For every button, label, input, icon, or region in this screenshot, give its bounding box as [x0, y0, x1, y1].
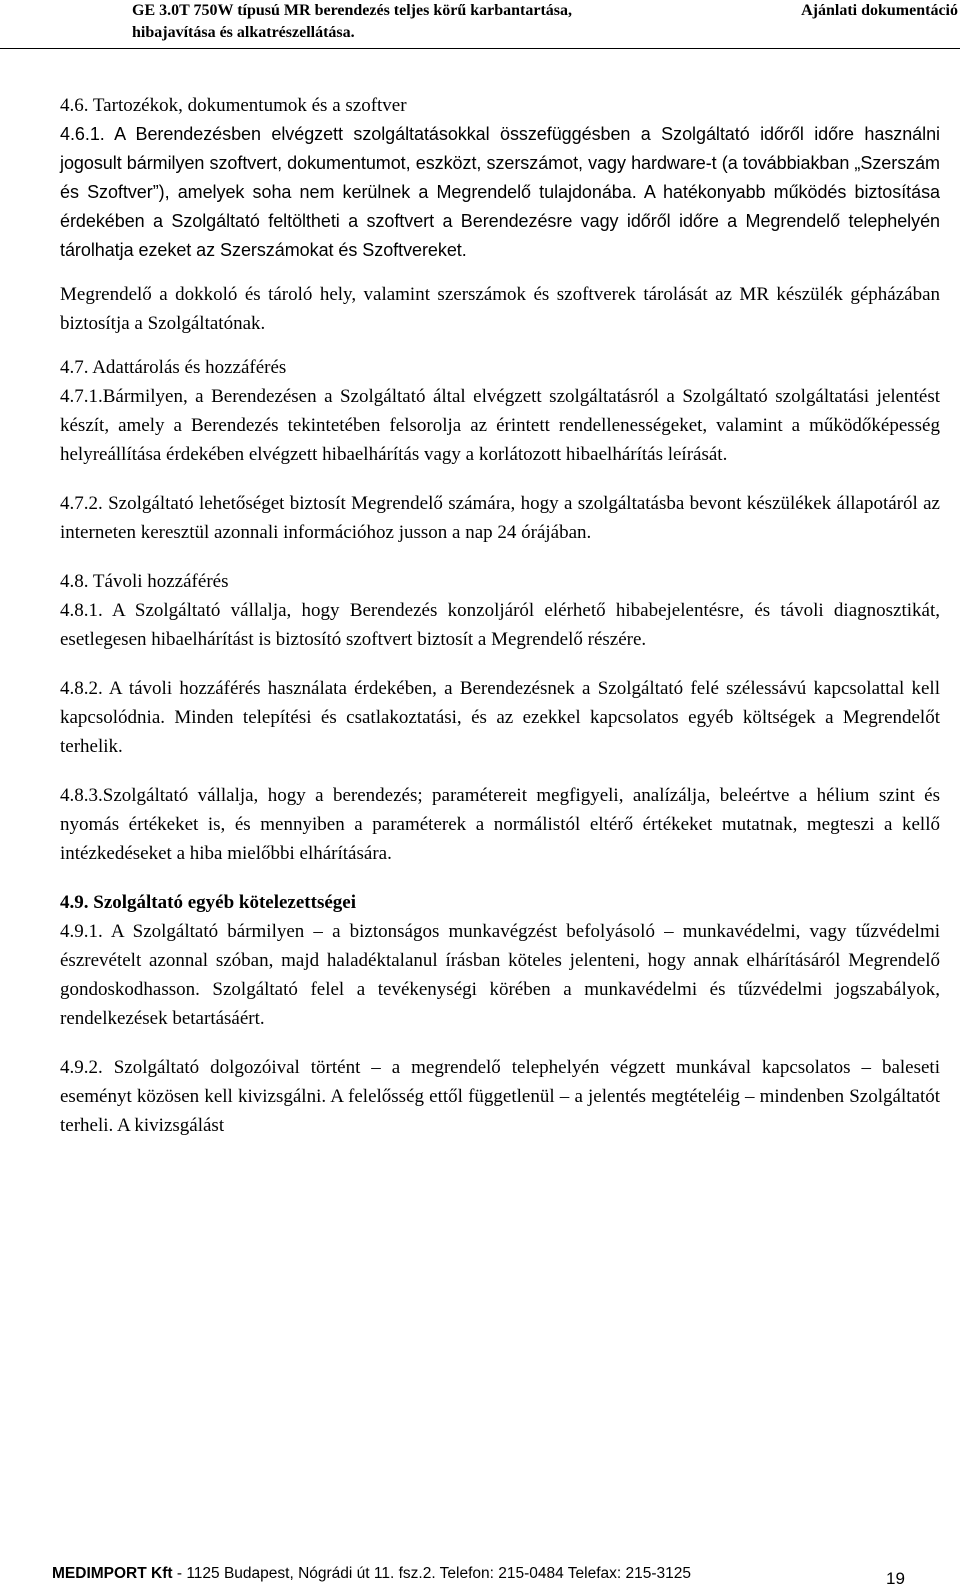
- header-title-line1: GE 3.0T 750W típusú MR berendezés teljes körű karbantartása,: [132, 2, 573, 19]
- paragraph-4-8-3: 4.8.3.Szolgáltató vállalja, hogy a berendezés; paramétereit megfigyeli, analízálja, beleértve a hélium szint és nyomás értékeket is, és mennyiben a paraméterek a normálistól eltérő értékeket mutatnak, megteszi a kellő intézkedéseket a hiba mielőbbi elhárítására.: [60, 785, 940, 864]
- paragraph-4-7-2: 4.7.2. Szolgáltató lehetőséget biztosít Megrendelő számára, hogy a szolgáltatásba bevont készülékek állapotáról az interneten keresztül azonnali információhoz jusson a nap 24 órájában.: [60, 493, 940, 543]
- paragraph-4-7-1: 4.7.1.Bármilyen, a Berendezésen a Szolgáltató által elvégzett szolgáltatásról a Szolgáltató szolgáltatási jelentést készít, amely a Berendezés tekintetében felsorolja az érintett rendellenességeket, valamint a működőképesség helyreállítása érdekében elvégzett hibaelhárítás vagy a korlátozott hibaelhárítás leírását.: [60, 386, 940, 465]
- paragraph-4-6-1: 4.6.1. A Berendezésben elvégzett szolgáltatásokkal összefüggésben a Szolgáltató időről időre használni jogosult bármilyen szoftvert, dokumentumot, eszközt, szerszámot, vagy hardware-t (a továbbiakban „Szerszám és Szoftver”), amelyek soha nem kerülnek a Megrendelő tulajdonába. A hatékonyabb működés biztosítása érdekében a Szolgáltató feltöltheti a szoftvert a Berendezésre vagy időről időre a Megrendelő telephelyén tárolhatja ezeket az Szerszámokat és Szoftvereket.: [60, 124, 940, 260]
- section-4-7-heading: 4.7. Adattárolás és hozzáférés: [60, 357, 287, 378]
- footer-company-name: MEDIMPORT Kft: [52, 1565, 173, 1582]
- footer-company-info: [52, 1565, 691, 1583]
- header-doc-type: Ajánlati dokumentáció: [801, 2, 958, 19]
- document-body: [60, 91, 940, 1140]
- page-footer: [0, 1545, 960, 1588]
- page-number: 19: [886, 1569, 905, 1588]
- section-4-6-heading: 4.6. Tartozékok, dokumentumok és a szoftver: [60, 95, 407, 116]
- page-header: [0, 0, 960, 52]
- section-4-8-heading: 4.8. Távoli hozzáférés: [60, 571, 229, 592]
- paragraph-4-8-2: 4.8.2. A távoli hozzáférés használata érdekében, a Berendezésnek a Szolgáltató felé szélessávú kapcsolattal kell kapcsolódnia. Minden telepítési és csatlakoztatási, és az ezekkel kapcsolatos egyéb költségek a Megrendelőt terhelik.: [60, 678, 940, 757]
- section-4-9-heading: 4.9. Szolgáltató egyéb kötelezettségei: [60, 892, 356, 913]
- paragraph-4-9-2: 4.9.2. Szolgáltató dolgozóival történt – a megrendelő telephelyén végzett munkával kapcsolatos – baleseti eseményt közösen kell kivizsgálni. A felelősség ettől függetlenül – a jelentés megtételéig – mindenben Szolgáltatót terheli. A kivizsgálást: [60, 1057, 940, 1136]
- header-divider: [0, 48, 960, 49]
- footer-contact-details: - 1125 Budapest, Nógrádi út 11. fsz.2. Telefon: 215-0484 Telefax: 215-3125: [172, 1565, 692, 1582]
- paragraph-4-6-docking: Megrendelő a dokkoló és tároló hely, valamint szerszámok és szoftverek tárolását az MR készülék gépházában biztosítja a Szolgáltatónak.: [60, 284, 940, 334]
- paragraph-4-8-1: 4.8.1. A Szolgáltató vállalja, hogy Berendezés konzoljáról elérhető hibabejelentésre, és távoli diagnosztikát, esetlegesen hibaelhárítást is biztosító szoftvert biztosít a Megrendelő részére.: [60, 600, 940, 650]
- header-title-line2: hibajavítása és alkatrészellátása.: [132, 24, 355, 41]
- header-title: [132, 0, 572, 44]
- paragraph-4-9-1: 4.9.1. A Szolgáltató bármilyen – a biztonságos munkavégzést befolyásoló – munkavédelmi, vagy tűzvédelmi észrevételt azonnal szóban, majd haladéktalanul írásban köteles jelenteni, hogy annak elhárításáról Megrendelő gondoskodhasson. Szolgáltató felel a tevékenységi körében a munkavédelmi és tűzvédelmi jogszabályok, rendelkezések betartásáért.: [60, 921, 940, 1029]
